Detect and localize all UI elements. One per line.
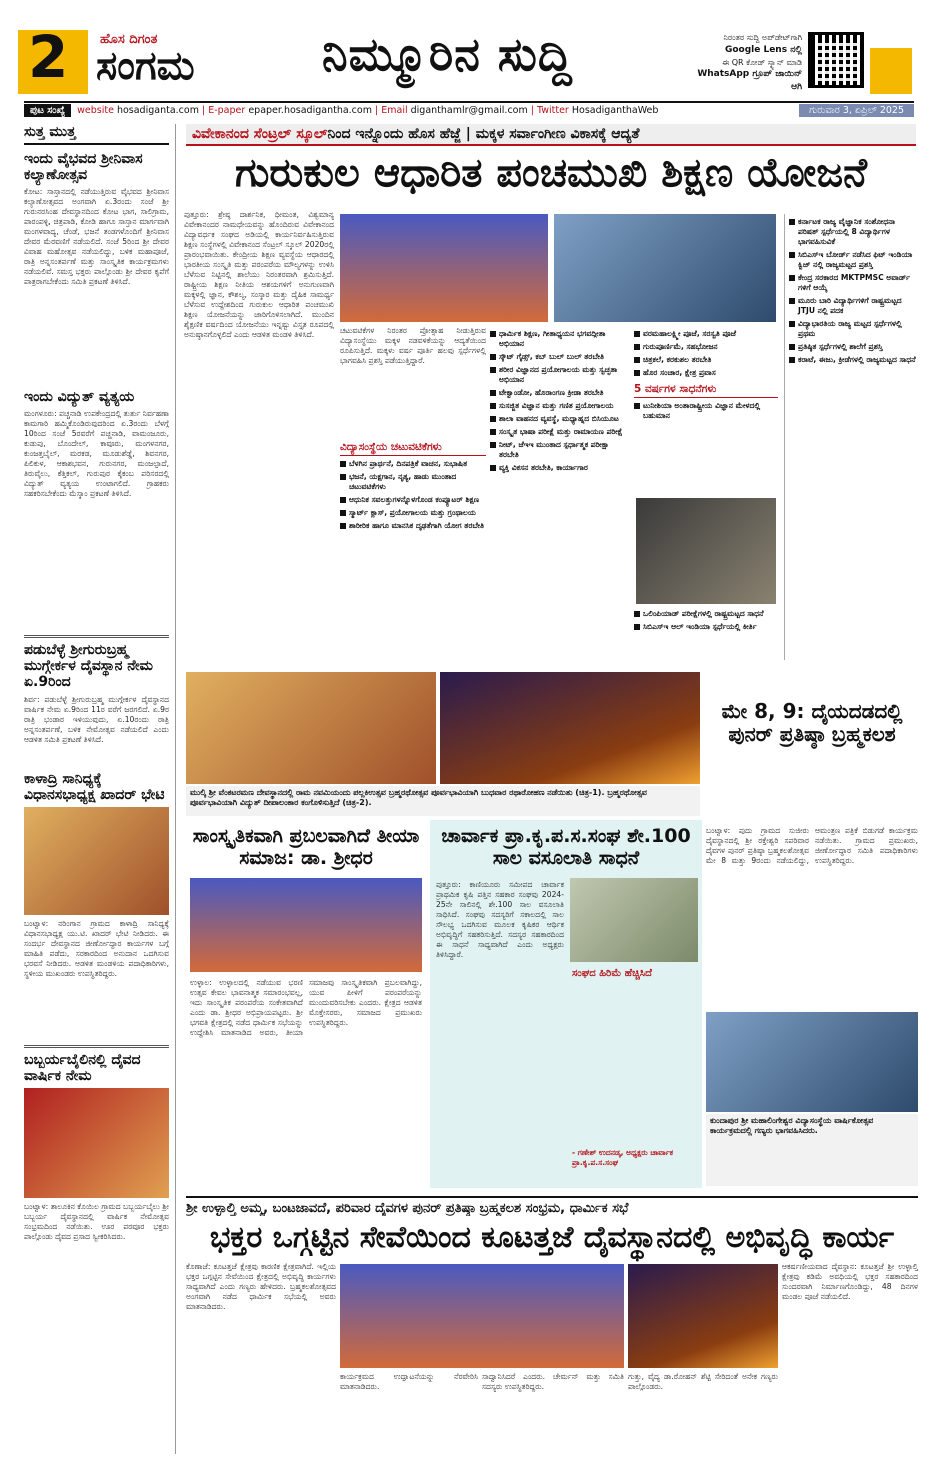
temple-photo-2 [440,672,700,784]
achievements-right: ಕರ್ನಾಟಕ ರಾಜ್ಯ ವೈಜ್ಞಾನಿಕ ಸಂಶೋಧನಾ ಪರಿಷತ್ ಸ್ಪರ್ಧೆಯಲ್ಲಿ 8 ವಿದ್ಯಾರ್ಥಿಗಳ ಭಾಗವಹಿಸುವಿಕೆ ಸಿಬಿಎಸ್ಇ ಬೋರ್ಡ್ ನಡೆಸಿದ ಫಿಟ್ ಇಂಡಿಯಾ ಕ್ವಿಜ್ ನಲ್ಲಿ ರಾಜ್ಯಮಟ್ಟದ ಪ್ರಶಸ್ತಿ ಕೇಂದ್ರ ಸರಕಾರದ MKTPMSC ಅವಾರ್ಡ್ ಗಳಿಗೆ ಆಯ್ಕೆ ಮೂರು ಬಾರಿ ವಿದ್ಯಾರ್ಥಿಗಳಿಗೆ ರಾಷ್ಟ್ರಮಟ್ಟದ JTJU ನಲ್ಲಿ ಪದಕ ವಿದ್ಯಾಭಾರತಿಯ ರಾಜ್ಯ ಮಟ್ಟದ ಸ್ಪರ್ಧೆಗಳಲ್ಲಿ ಪ್ರಥಮ ಪ್ರತಿಷ್ಠಿತ ಸ್ಪರ್ಧೆಗಳಲ್ಲಿ ಶಾಲೆಗೆ ಪ್ರಶಸ್ತಿ ಕರಾಟೆ, ಈಜು, ಕ್ರೀಡೆಗಳಲ್ಲಿ ರಾಜ್ಯಮಟ್ಟದ ಸಾಧನೆ [784,214,918,660]
news-photo [706,1012,918,1112]
culture-title: ಸಾಂಸ್ಕೃತಿಕವಾಗಿ ಪ್ರಬಲವಾಗಿದೆ ತೀಯಾ ಸಮಾಜ: ಡಾ. ಶ್ರೀಧರ [192,825,420,869]
story-title: ಇಂದು ವಿದ್ಯುತ್ ವ್ಯತ್ಯಯ [24,389,135,406]
story-title: ಮೇ 8, 9: ದೈಯದಡದಲ್ಲಿ ಪುನರ್ ಪ್ರತಿಷ್ಠಾ ಬ್ರಹ್ಮಕಲಶ [721,699,903,746]
brand-big: ಸಂಗಮ [96,43,195,89]
left-column [24,124,176,1454]
activities-col1: ಚಟುವಟಿಕೆಗಳ ನಿರಂತರ ಪ್ರೋತ್ಸಾಹ ನೀಡುತ್ತಿರುವ ವಿದ್ಯಾಸಂಸ್ಥೆಯು ಮಕ್ಕಳ ನಡವಳಿಕೆಯನ್ನು ಆದ್ಯತೆಯಿಂದ ರೂಪಿಸುತ್ತಿದೆ. ಮಕ್ಕಳು ವರ್ಷ ಪೂರ್ತಿ ಹಲವು ಸ್ಪರ್ಧೆಗಳಲ್ಲಿ ಭಾಗವಹಿಸಿ ಪ್ರಶಸ್ತಿ ಪಡೆಯುತ್ತಿದ್ದಾರೆ. ವಿದ್ಯಾಸಂಸ್ಥೆಯ ಚಟುವಟಿಕೆಗಳು ಬೆಳಗಿನ ಪ್ರಾರ್ಥನೆ, ದಿನಪತ್ರಿಕೆ ವಾಚನ, ಸುಭಾಷಿತ ಭಜನೆ, ಯಕ್ಷಗಾನ, ನೃತ್ಯ, ಹಾಡು ಮುಂತಾದ ಚಟುವಟಿಕೆಗಳು ಆಧುನಿಕ ಸವಲತ್ತುಗಳನ್ನೊಳಗೊಂಡ ಕಂಪ್ಯೂಟರ್ ಶಿಕ್ಷಣ ಸ್ಮಾರ್ಟ್ ಕ್ಲಾಸ್, ಪ್ರಯೋಗಾಲಯ ಮತ್ತು ಗ್ರಂಥಾಲಯ ಶಾರೀರಿಕ ಹಾಗೂ ಮಾನಸಿಕ ದೃಢತೆಗಾಗಿ ಯೋಗ ತರಬೇತಿ [340,326,486,530]
info-links: website hosadiganta.com | E-paper epaper.hosadigantha.com | Email diganthamlr@gmail.com | Twitter HosadiganthaWeb [77,104,659,116]
info-bar [24,101,914,117]
section-title: ನಿಮ್ಮೂರಿನ ಸುದ್ದಿ [322,27,573,81]
story-text: ಬಂಟ್ವಾಳ: ನರಿಂಗಾನ ಗ್ರಾಮದ ಕಾಳಾದ್ರಿ ಸಾನಿಧ್ಯಕ್ಕೆ ವಿಧಾನಸಭಾಧ್ಯಕ್ಷ ಯು.ಟಿ. ಖಾದರ್ ಭೇಟಿ ನೀಡಿದರು. ಈ ಸಂದರ್ಭ ದೇವಸ್ಥಾನದ ಜೀರ್ಣೋದ್ಧಾರ ಕಾರ್ಯಗಳ ಬಗ್ಗೆ ಮಾಹಿತಿ ಪಡೆದು, ಸರಕಾರದಿಂದ ಅನುದಾನ ಒದಗಿಸುವ ಭರವಸೆ ನೀಡಿದರು. ಆಡಳಿತ ಮಂಡಳಿಯ ಪದಾಧಿಕಾರಿಗಳು, ಸ್ಥಳೀಯ ಮುಖಂಡರು ಉಪಸ್ಥಿತರಿದ್ದರು. [24,918,169,978]
temple-caption: ಮುಲ್ಕಿ ಶ್ರೀ ವೆಂಕಟರಮಣ ದೇವಸ್ಥಾನದಲ್ಲಿ ರಾಮ ನವಮಿಯಂದು ಪಲ್ಲಕಿಉತ್ಸವ ಬ್ರಹ್ಮರಥೋತ್ಸವ ಪೂರ್ವಭಾವಿಯಾಗಿ ಬುಧವಾರ ರಥಾರೋಹಣ ನಡೆಯಿತು (ಚಿತ್ರ-1). ಬ್ರಹ್ಮರಥೋತ್ಸವ ಪೂರ್ವಭಾವಿಯಾಗಿ ವಿದ್ಯುತ್ ದೀಪಾಲಂಕಾರ ಕಂಗೊಳಿಸುತ್ತಿದೆ (ಚಿತ್ರ-2). [186,786,700,816]
story-text: ಬಂಟ್ವಾಳ: ತಾಲೂಕಿನ ಕೊಯಿಲ ಗ್ರಾಮದ ಬಬ್ಬರ್ಯಬೈಲು ಶ್ರೀ ಬಬ್ಬರ್ಯ ದೈವಸ್ಥಾನದಲ್ಲಿ ವಾರ್ಷಿಕ ನೇಮೋತ್ಸವ ಸಂಭ್ರಮದಿಂದ ನಡೆಯಿತು. ಊರ ಪರವೂರ ಭಕ್ತರು ಪಾಲ್ಗೊಂಡು ದೈವದ ಪ್ರಸಾದ ಸ್ವೀಕರಿಸಿದರು. [24,1201,169,1241]
page-number: 2 [28,23,69,91]
bottom-headline: ಭಕ್ತರ ಒಗ್ಗಟ್ಟಿನ ಸೇವೆಯಿಂದ ಕೂಟತ್ತಜೆ ದೈವಸ್ಥಾನದಲ್ಲಿ ಅಭಿವೃದ್ಧಿ ಕಾರ್ಯ [209,1220,895,1255]
brand-small: ಹೊಸ ದಿಗಂತ [100,32,158,47]
news-photo [570,878,698,962]
brahmakalasha-text: ಬಂಟ್ವಾಳ: ಪುದು ಗ್ರಾಮದ ಸುಜೀರು ದೈವಸ್ಥಾನದಲ್ಲಿ ಶ್ರೀ ರಕ್ತೇಶ್ವರಿ ಸಪರಿವಾರ ದೈವಗಳ ಪುನರ್ ಪ್ರತಿಷ್ಠಾ ಬ್ರಹ್ಮಕಲಶೋತ್ಸವ ಮೇ 8 ಮತ್ತು 9ರಂದು ನಡೆಯಲಿದ್ದು, ಆಮಂತ್ರಣ ಪತ್ರಿಕೆ ಬಿಡುಗಡೆ ಕಾರ್ಯಕ್ರಮ ನಡೆಯಿತು. ಗ್ರಾಮದ ಪ್ರಮುಖರು, ಜೀರ್ಣೋದ್ಧಾರ ಸಮಿತಿ ಪದಾಧಿಕಾರಿಗಳು ಉಪಸ್ಥಿತರಿದ್ದರು. [706,826,918,866]
news-photo [340,214,548,322]
temple-photo-1 [186,672,436,784]
activities-col3: ವರಮಹಾಲಕ್ಷ್ಮೀ ಪೂಜೆ, ಸರಸ್ವತಿ ಪೂಜೆ ಗುರುಪೂರ್ಣಿಮೆ, ಸಹಭೋಜನ ಚಿತ್ರಕಲೆ, ಕರಕುಶಲ ತರಬೇತಿ ಹೊರ ಸಂಚಾರ, ಕ್ಷೇತ್ರ ಪ್ರವಾಸ 5 ವರ್ಷಗಳ ಸಾಧನೆಗಳು ಟುನೀಶಿಯಾ ಅಂತಾರಾಷ್ಟ್ರೀಯ ವಿಜ್ಞಾನ ಮೇಳದಲ್ಲಿ ಬಹುಮಾನ [634,326,778,498]
qr-accent [870,48,912,94]
issue-date: ಗುರುವಾರ 3, ಏಪ್ರಿಲ್ 2025 [799,104,914,117]
bottom-text-right: ಆಕರ್ಷಣೀಯವಾದ ದೈವಸ್ಥಾನ: ಕೂಟತ್ತಜೆ ಶ್ರೀ ಉಳ್ಳಾಲ್ತಿ ಕ್ಷೇತ್ರವು ಕಡಿಮೆ ಅವಧಿಯಲ್ಲಿ ಭಕ್ತರ ಸಹಕಾರದಿಂದ ಸುಂದರವಾಗಿ ನಿರ್ಮಾಣಗೊಂಡಿದ್ದು, 48 ದಿನಗಳ ಮಂಡಲ ಪೂಜೆ ನಡೆಯಲಿದೆ. [782,1262,918,1302]
loan-badge: ಸಂಘದ ಹಿರಿಮೆ ಹೆಚ್ಚಿಸಿದೆ [572,968,652,979]
activities-col2: ಧಾರ್ಮಿಕ ಶಿಕ್ಷಣ, ಗೀತಾಧ್ಯಯನ ಭಗವದ್ಗೀತಾ ಅಭಿಯಾನ ಸ್ಕೌಟ್ ಗೈಡ್ಸ್, ಕಬ್ ಬುಲ್ ಬುಲ್ ತರಬೇತಿ ಶರೀರ ವಿಜ್ಞಾನದ ಪ್ರಯೋಗಾಲಯ ಮತ್ತು ಸ್ವಚ್ಛತಾ ಅಭಿಯಾನ ಟೇಕ್ವಾಂಡೋ, ಹೊರಾಂಗಣ ಕ್ರೀಡಾ ತರಬೇತಿ ಸುಸಜ್ಜಿತ ವಿಜ್ಞಾನ ಮತ್ತು ಗಣಿತ ಪ್ರಯೋಗಾಲಯ ಶಾಲಾ ವಾಹನದ ವ್ಯವಸ್ಥೆ, ಮಧ್ಯಾಹ್ನದ ಬಿಸಿಯೂಟ ಸಂಸ್ಕೃತ ಭಾಷಾ ಪರೀಕ್ಷೆ ಮತ್ತು ರಾಮಾಯಣ ಪರೀಕ್ಷೆ ನೀಟ್, ಜೆಇಇ ಮುಂತಾದ ಸ್ಪರ್ಧಾತ್ಮಕ ಪರೀಕ್ಷಾ ತರಬೇತಿ ವ್ಯಕ್ತಿ ವಿಕಸನ ತರಬೇತಿ, ಕಾರ್ಯಾಗಾರ [490,326,630,656]
top-body: ಪುತ್ತೂರು: ಶ್ರೇಷ್ಠ ದಾರ್ಶನಿಕ, ಧೀಮಂತ, ವಿಶ್ವಮಾನ್ಯ ವಿವೇಕಾನಂದರ ನಾಮಧೇಯವನ್ನು ಹೊಂದಿರುವ ವಿವೇಕಾನಂದ ವಿದ್ಯಾವರ್ಧಕ ಸಂಘದ ಅಡಿಯಲ್ಲಿ ಕಾರ್ಯನಿರ್ವಹಿಸುತ್ತಿರುವ ಶಿಕ್ಷಣ ಸಂಸ್ಥೆಗಳಲ್ಲಿ ವಿವೇಕಾನಂದ ಸೆಂಟ್ರಲ್ ಸ್ಕೂಲ್ 2020ರಲ್ಲಿ ಪ್ರಾರಂಭವಾಯಿತು. ಕೇಂದ್ರೀಯ ಶಿಕ್ಷಣ ವ್ಯವಸ್ಥೆಯ ಆಧಾರದಲ್ಲಿ ಭಾರತೀಯ ಸಂಸ್ಕೃತಿ ಮತ್ತು ಪರಂಪರೆಯ ಮೌಲ್ಯಗಳನ್ನು ಉಳಿಸಿ ಬೆಳೆಸುವ ನಿಟ್ಟಿನಲ್ಲಿ ಶಾಲೆಯು ನಿರಂತರವಾಗಿ ಶ್ರಮಿಸುತ್ತಿದೆ. ರಾಷ್ಟ್ರೀಯ ಶಿಕ್ಷಣ ನೀತಿಯ ಆಶಯಗಳಿಗೆ ಅನುಗುಣವಾಗಿ ಮಕ್ಕಳಲ್ಲಿ ಜ್ಞಾನ, ಕೌಶಲ್ಯ, ಸಂಸ್ಕಾರ ಮತ್ತು ದೈಹಿಕ ಸಾಮರ್ಥ್ಯ ಬೆಳೆಸುವ ಉದ್ದೇಶದಿಂದ ಗುರುಕುಲ ಆಧಾರಿತ ಪಂಚಮುಖಿ ಶಿಕ್ಷಣ ಯೋಜನೆಯನ್ನು ಜಾರಿಗೊಳಿಸಲಾಗಿದೆ. ಮುಂದಿನ ಶೈಕ್ಷಣಿಕ ವರ್ಷದಿಂದ ಯೋಜನೆಯು ಇನ್ನಷ್ಟು ವಿಸ್ತೃತ ರೂಪದಲ್ಲಿ ಅನುಷ್ಠಾನಗೊಳ್ಳಲಿದೆ ಎಂದು ಆಡಳಿತ ಮಂಡಳಿ ತಿಳಿಸಿದೆ. [184,210,334,340]
footer-col: ಸಾದ್ವಾನಿಸಿದರೆ ಎಂದರು. ಚೇರ್ಮನ್ ಮತ್ತು ಸಮಿತಿ ಸದಸ್ಯರು ಉಪಸ್ಥಿತರಿದ್ದರು. [482,1372,624,1392]
footer-col: ಕಾರ್ಯಕ್ರಮದ ಉದ್ಘಾಟನೆಯನ್ನು ನೆರವೇರಿಸಿ ಮಾತನಾಡಿದರು. [340,1372,478,1392]
loan-text: ಪುತ್ತೂರು: ಕಾಣಿಯೂರು ಸಮೀಪದ ಚಾರ್ವಾಕ ಪ್ರಾಥಮಿಕ ಕೃಷಿ ಪತ್ತಿನ ಸಹಕಾರ ಸಂಘವು 2024-25ನೇ ಸಾಲಿನಲ್ಲಿ ಶೇ.100 ಸಾಲ ವಸೂಲಾತಿ ಸಾಧಿಸಿದೆ. ಸಂಘವು ಸದಸ್ಯರಿಗೆ ಸಕಾಲದಲ್ಲಿ ಸಾಲ ಸೌಲಭ್ಯ ಒದಗಿಸುವ ಮೂಲಕ ಕೃಷಿಕರ ಆರ್ಥಿಕ ಅಭಿವೃದ್ಧಿಗೆ ಸಹಕರಿಸುತ್ತಿದೆ. ಸದಸ್ಯರ ಸಹಕಾರದಿಂದ ಈ ಸಾಧನೆ ಸಾಧ್ಯವಾಗಿದೆ ಎಂದು ಅಧ್ಯಕ್ಷರು ತಿಳಿಸಿದ್ದಾರೆ. [436,880,564,960]
pages-label: ಪುಟ ಸಂಖ್ಯೆ [24,104,71,117]
news-photo [190,878,422,972]
top-kicker: ವಿವೇಕಾನಂದ ಸೆಂಟ್ರಲ್ ಸ್ಕೂಲ್ ನಿಂದ ಇನ್ನೊಂದು ಹೊಸ ಹೆಜ್ಜೆ | ಮಕ್ಕಳ ಸರ್ವಾಂಗೀಣ ವಿಕಾಸಕ್ಕೆ ಆದ್ಯತೆ [186,124,916,146]
news-photo [24,807,169,915]
website-link[interactable]: hosadiganta.com [116,104,199,116]
footer-col: ಗುತ್ತು, ವೈದ್ಯ ಡಾ.ರೋಹನ್ ಶೆಟ್ಟಿ ಸೇರಿದಂತೆ ಅನೇಕ ಗಣ್ಯರು ಪಾಲ್ಗೊಂಡರು. [628,1372,778,1392]
photo-caption: ಕುಂದಾಪುರ ಶ್ರೀ ಮಹಾಲಿಂಗೇಶ್ವರ ವಿದ್ಯಾಸಂಸ್ಥೆಯ ವಾರ್ಷಿಕೋತ್ಸವ ಕಾರ್ಯಕ್ರಮದಲ್ಲಿ ಗಣ್ಯರು ಭಾಗವಹಿಸಿದರು. [706,1114,918,1186]
story-text: ಶಿರ್ವ: ಪಡುಬೆಳ್ಳೆ ಶ್ರೀಗುರುಬ್ರಹ್ಮ ಮುಗ್ಗೇರ್ಕಳ ದೈವಸ್ಥಾನದ ವಾರ್ಷಿಕ ನೇಮ ಏ.9ರಿಂದ 11ರ ವರೆಗೆ ಜರಗಲಿದೆ. ಏ.9ರ ರಾತ್ರಿ ಭಂಡಾರ ಇಳಿಯುವುದು, ಏ.10ರಂದು ರಾತ್ರಿ ಅನ್ನಸಂತರ್ಪಣೆ, ಬಳಿಕ ನೇಮೋತ್ಸವ ನಡೆಯಲಿದೆ ಎಂದು ಆಡಳಿತ ಸಮಿತಿ ಪ್ರಕಟಣೆ ತಿಳಿಸಿದೆ. [24,694,169,744]
story-text: ಕೋಟ: ಸಾಸ್ತಾನದಲ್ಲಿ ನಡೆಯುತ್ತಿರುವ ವೈಭವದ ಶ್ರೀನಿವಾಸ ಕಲ್ಯಾಣೋತ್ಸವದ ಅಂಗವಾಗಿ ಏ.3ರಂದು ಸಂಜೆ ಶ್ರೀ ಗುರುನರಸಿಂಹ ದೇವಸ್ಥಾನದಿಂದ ಕೋಟ ಭಾಗ, ಸಾಲಿಗ್ರಾಮ, ಪಾರಂಪಳ್ಳಿ, ಚಿತ್ರಪಾಡಿ, ಕೋಡಿ ಹಾಗೂ ಸಾಸ್ತಾನ ಮಾರ್ಗವಾಗಿ ಮಂಗಳವಾದ್ಯ, ಚೆಂಡೆ, ಭಜನೆ ತಂಡಗಳೊಂದಿಗೆ ಶ್ರೀನಿವಾಸ ದೇವರ ಮೆರವಣಿಗೆ ನಡೆಯಲಿದೆ. ಸಂಜೆ 5ರಿಂದ ಶ್ರೀ ದೇವರ ವಿವಾಹ ಮಹೋತ್ಸವ ನಡೆಯಲಿದ್ದು, ಬಳಿಕ ಮಹಾಪೂಜೆ, ರಾತ್ರಿ ಅನ್ನಸಂತರ್ಪಣೆ ಮತ್ತು ಸಾಂಸ್ಕೃತಿಕ ಕಾರ್ಯಕ್ರಮಗಳು ನಡೆಯಲಿವೆ. ಸಮಸ್ತ ಭಕ್ತರು ಪಾಲ್ಗೊಂಡು ಶ್ರೀ ದೇವರ ಕೃಪೆಗೆ ಪಾತ್ರರಾಗಬೇಕೆಂದು ಸಮಿತಿ ಪ್ರಕಟಣೆ ತಿಳಿಸಿದೆ. [24,187,169,287]
email-link[interactable]: diganthamlr@gmail.com [410,104,528,116]
news-photo [340,1264,624,1368]
top-headline: ಗುರುಕುಲ ಆಧಾರಿತ ಪಂಚಮುಖಿ ಶಿಕ್ಷಣ ಯೋಜನೆ [234,150,868,196]
qr-code-icon[interactable] [808,32,864,88]
masthead [0,0,945,100]
story-title: ಕಾಳಾದ್ರಿ ಸಾನಿಧ್ಯಕ್ಕೆ ವಿಧಾನಸಭಾಧ್ಯಕ್ಷ ಖಾದರ್ ಭೇಟಿ [24,770,165,803]
story-text: ಮಂಗಳೂರು: ಪಚ್ಚನಾಡಿ ಉಪಕೇಂದ್ರದಲ್ಲಿ ತುರ್ತು ನಿರ್ವಹಣಾ ಕಾಮಗಾರಿ ಹಮ್ಮಿಕೊಂಡಿರುವುದರಿಂದ ಏ.3ರಂದು ಬೆಳಗ್ಗೆ 10ರಿಂದ ಸಂಜೆ 5ರವರೆಗೆ ಪಚ್ಚನಾಡಿ, ವಾಮಂಜೂರು, ಕುಡುಪು, ಬೊಂದೇಲ್, ಕಾವೂರು, ಮಂಗಳನಗರ, ಕುಂಜತ್ತಬೈಲ್, ಮರಕಡ, ಮೂಡುಶೆಡ್ಡೆ, ಶಿವನಗರ, ಪಿಲಿಕುಳ, ಆಕಾಶಭವನ, ಗುರುನಗರ, ಮಂಜಲ್ಪಾದೆ, ತಿರುವೈಲು, ಕೆತ್ತಿಕಲ್, ಗುರುಪುರ ಕೈಕಂಬ ಪರಿಸರದಲ್ಲಿ ವಿದ್ಯುತ್ ವ್ಯತ್ಯಯ ಉಂಟಾಗಲಿದೆ. ಗ್ರಾಹಕರು ಸಹಕರಿಸಬೇಕೆಂದು ಮೆಸ್ಕಾಂ ಪ್ರಕಟಣೆ ತಿಳಿಸಿದೆ. [24,409,169,499]
news-photo [554,214,776,322]
epaper-link[interactable]: epaper.hosadigantha.com [248,104,372,116]
news-photo [24,1088,169,1198]
twitter-link[interactable]: HosadiganthaWeb [571,104,659,116]
bottom-text: ಕೊಣಾಜೆ: ಕೂಟತ್ತಜೆ ಕ್ಷೇತ್ರವು ಕಾರಣಿಕ ಕ್ಷೇತ್ರವಾಗಿದೆ. ಇಲ್ಲಿಯ ಭಕ್ತರ ಒಗ್ಗಟ್ಟಿನ ಸೇವೆಯಿಂದ ಕ್ಷೇತ್ರದಲ್ಲಿ ಅಭಿವೃದ್ಧಿ ಕಾರ್ಯಗಳು ಸಾಧ್ಯವಾಗಿದೆ ಎಂದು ಗಣ್ಯರು ಹೇಳಿದರು. ಬ್ರಹ್ಮಕಲಶೋತ್ಸವದ ಅಂಗವಾಗಿ ನಡೆದ ಧಾರ್ಮಿಕ ಸಭೆಯಲ್ಲಿ ಅವರು ಮಾತನಾಡಿದರು. [186,1262,336,1312]
story-title: ಇಂದು ವೈಭವದ ಶ್ರೀನಿವಾಸ ಕಲ್ಯಾಣೋತ್ಸವ [24,151,143,184]
story-title: ಪಡುಬೆಳ್ಳೆ ಶ್ರೀಗುರುಬ್ರಹ್ಮ ಮುಗ್ಗೇರ್ಕಳ ದೈವಸ್ಥಾನ ನೇಮ ಏ.9ರಿಂದ [24,635,169,690]
bottom-kicker: ಶ್ರೀ ಉಳ್ಳಾಲ್ತಿ ಅಮ್ಮ, ಬಂಟಜಾವದೆ, ಪರಿವಾರ ದೈವಗಳ ಪುನರ್ ಪ್ರತಿಷ್ಠಾ ಬ್ರಹ್ಮಕಲಶ ಸಂಭ್ರಮ, ಧಾರ್ಮಿಕ ಸಭೆ [186,1196,918,1216]
culture-text: ಉಳ್ಳಾಲ: ಉಳ್ಳಾಲದಲ್ಲಿ ನಡೆಯುವ ಭರಣಿ ಉತ್ಸವ ಕೇವಲ ಭಾವನಾತ್ಮಕ ಸಮಾರಂಭವಲ್ಲ, ಇದು ಸಾಂಸ್ಕೃತಿಕ ಪರಂಪರೆಯ ಸಂಕೇತವಾಗಿದೆ ಎಂದು ಡಾ. ಶ್ರೀಧರ ಅಭಿಪ್ರಾಯಪಟ್ಟರು. ಶ್ರೀ ಭಗವತಿ ಕ್ಷೇತ್ರದಲ್ಲಿ ನಡೆದ ಧಾರ್ಮಿಕ ಸಭೆಯನ್ನು ಉದ್ದೇಶಿಸಿ ಮಾತನಾಡಿದ ಅವರು, ತೀಯಾ ಸಮಾಜವು ಸಾಂಸ್ಕೃತಿಕವಾಗಿ ಪ್ರಬಲವಾಗಿದ್ದು, ಯುವ ಪೀಳಿಗೆ ಪರಂಪರೆಯನ್ನು ಮುಂದುವರಿಸಬೇಕು ಎಂದರು. ಕ್ಷೇತ್ರದ ಆಡಳಿತ ಮೊಕ್ತೇಸರರು, ಸಮಾಜದ ಪ್ರಮುಖರು ಉಪಸ್ಥಿತರಿದ್ದರು. [190,978,422,1038]
achievements-col3b: ಒಲಿಂಪಿಯಾಡ್ ಪರೀಕ್ಷೆಗಳಲ್ಲಿ ರಾಷ್ಟ್ರಮಟ್ಟದ ಸಾಧನೆ ಸಿಬಿಎಸ್ಇ ಆಲ್ ಇಂಡಿಯಾ ಸ್ಪರ್ಧೆಯಲ್ಲಿ ಕೀರ್ತಿ [634,606,778,662]
loan-signature: - ಗಣೇಶ್ ಉದನಡ್ಕ, ಅಧ್ಯಕ್ಷರು ಚಾರ್ವಾಕ ಪ್ರಾ.ಕೃ.ಪ.ಸ.ಸಂಘ [572,1148,674,1167]
qr-instructions: ನಿರಂತರ ಸುದ್ದಿ ಅಪ್‌ಡೇಟ್‌ಗಾಗಿ Google Lens ನಲ್ಲಿ ಈ QR ಕೋಡ್ ಸ್ಕ್ಯಾನ್ ಮಾಡಿ WhatsApp ಗ್ರೂಪ್ ಜಾಯಿನ್ ಆಗಿ [697,33,802,93]
loan-title: ಚಾರ್ವಾಕ ಪ್ರಾ.ಕೃ.ಪ.ಸ.ಸಂಘ ಶೇ.100 ಸಾಲ ವಸೂಲಾತಿ ಸಾಧನೆ [441,825,691,869]
news-photo [636,498,776,604]
news-photo [628,1264,778,1368]
story-title: ಬಬ್ಬರ್ಯಬೈಲಿನಲ್ಲಿ ದೈವದ ವಾರ್ಷಿಕ ನೇಮ [24,1045,169,1084]
column-header: ಸುತ್ತ ಮುತ್ತ [24,124,169,145]
